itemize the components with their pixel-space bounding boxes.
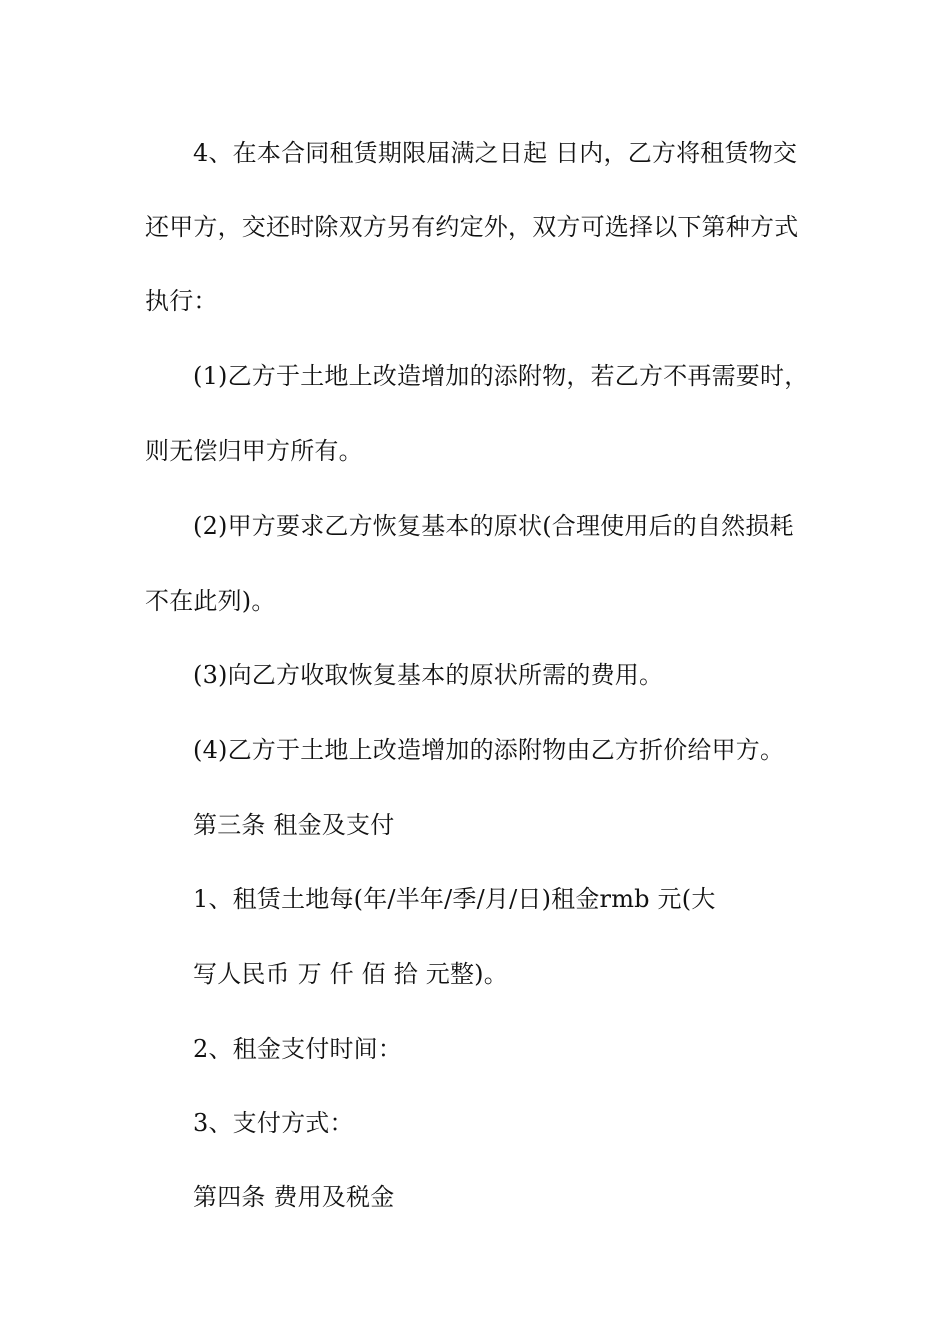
paragraph-line-6: (2)甲方要求乙方恢复基本的原状(合理使用后的自然损耗 [193, 512, 794, 540]
paragraph-line-5: 则无偿归甲方所有。 [145, 437, 363, 465]
paragraph-line-9: (4)乙方于土地上改造增加的添附物由乙方折价给甲方。 [193, 736, 785, 764]
paragraph-line-14: 3、支付方式： [193, 1109, 354, 1137]
section-heading-article-3: 第三条 租金及支付 [193, 811, 395, 839]
section-heading-article-4: 第四条 费用及税金 [193, 1183, 395, 1211]
paragraph-line-12: 写人民币 万 仟 佰 拾 元整)。 [193, 960, 508, 988]
paragraph-line-2: 还甲方，交还时除双方另有约定外，双方可选择以下第种方式 [145, 213, 799, 241]
paragraph-line-7: 不在此列)。 [145, 587, 276, 615]
paragraph-line-1: 4、在本合同租赁期限届满之日起 日内，乙方将租赁物交 [193, 139, 798, 167]
paragraph-line-13: 2、租金支付时间： [193, 1035, 403, 1063]
paragraph-line-8: (3)向乙方收取恢复基本的原状所需的费用。 [193, 661, 664, 689]
paragraph-line-4: (1)乙方于土地上改造增加的添附物，若乙方不再需要时， [193, 362, 809, 390]
paragraph-line-11: 1、租赁土地每(年/半年/季/月/日)租金rmb 元(大 [193, 885, 716, 913]
paragraph-line-3: 执行： [145, 287, 218, 315]
